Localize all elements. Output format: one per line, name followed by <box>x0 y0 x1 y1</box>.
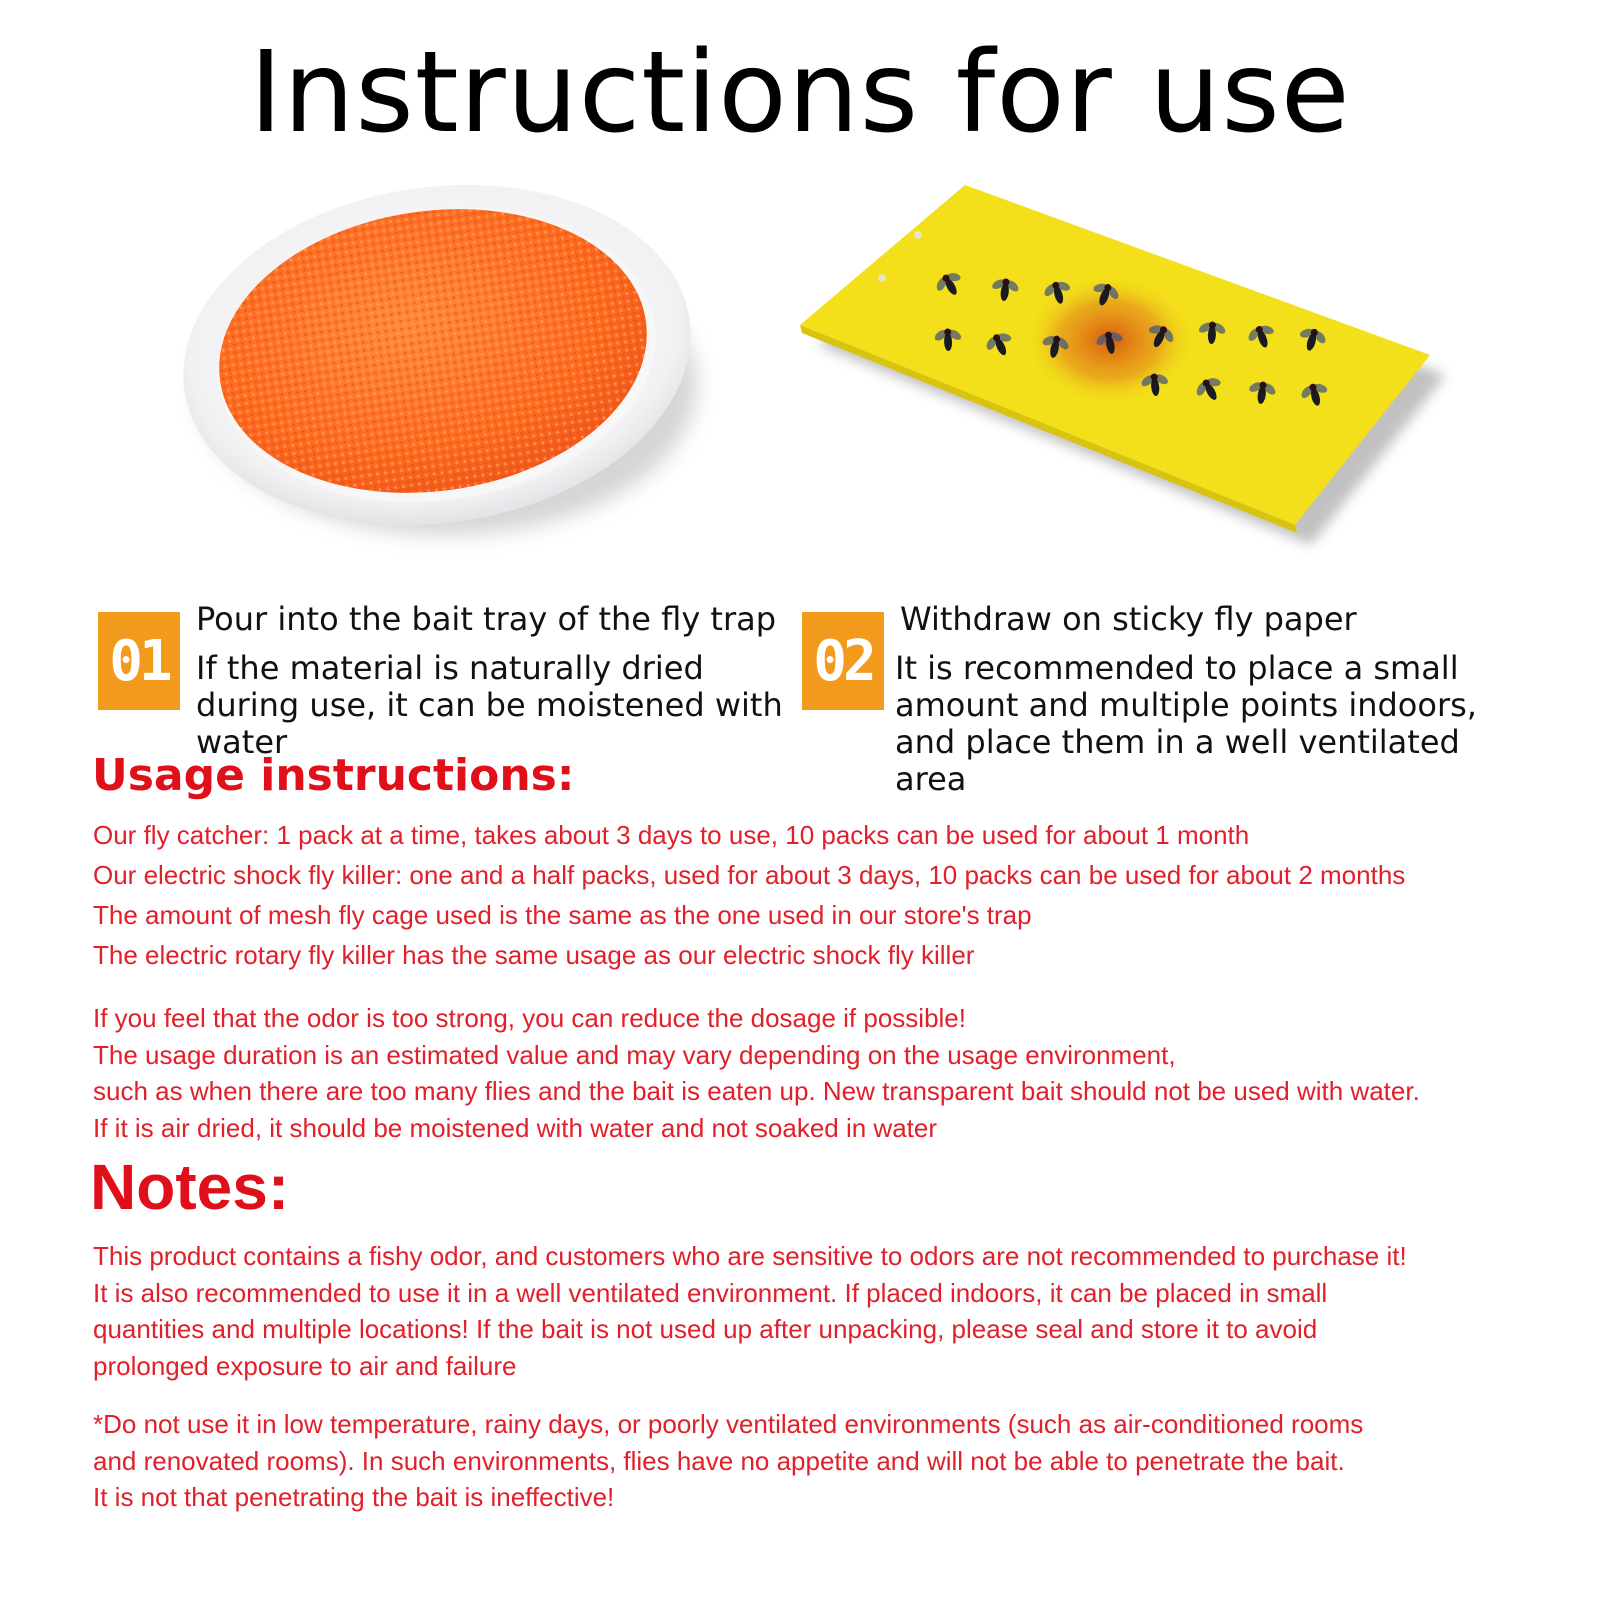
usage-paragraph-line: such as when there are too many flies and the bait is eaten up. New transparent bait should not be used with water. <box>93 1076 1420 1106</box>
notes-line: It is also recommended to use it in a well ventilated environment. If placed indoors, it can be placed in small <box>93 1277 1328 1308</box>
usage-paragraph-line: If you feel that the odor is too strong, you can reduce the dosage if possible! <box>93 1003 966 1033</box>
notes-paragraph-1 <box>93 1238 1573 1384</box>
usage-heading: Usage instructions: <box>92 750 575 801</box>
notes-heading: Notes: <box>90 1151 290 1223</box>
usage-line: The electric rotary fly killer has the same usage as our electric shock fly killer <box>93 940 975 970</box>
notes-line: It is not that penetrating the bait is ineffective! <box>93 1482 615 1512</box>
step-title: Withdraw on sticky fly paper <box>900 600 1357 638</box>
usage-paragraph-line: The usage duration is an estimated value and may vary depending on the usage environment, <box>93 1039 1176 1070</box>
bait-dish-image <box>175 175 715 555</box>
notes-line: quantities and multiple locations! If the bait is not used up after unpacking, please seal and store it to avoid <box>93 1314 1318 1344</box>
step-description: It is recommended to place a small amount and multiple points indoors, and place them in a well ventilated area <box>895 649 1477 798</box>
usage-list <box>93 815 1573 975</box>
notes-line: *Do not use it in low temperature, rainy days, or poorly ventilated environments (such as air-conditioned rooms <box>93 1409 1364 1439</box>
usage-paragraph-line: If it is air dried, it should be moistened with water and not soaked in water <box>93 1112 937 1143</box>
step-number-badge: 02 <box>802 612 884 710</box>
usage-line: The amount of mesh fly cage used is the same as the one used in our store's trap <box>93 900 1032 930</box>
step-title: Pour into the bait tray of the fly trap <box>196 600 777 638</box>
page-title: Instructions for use <box>249 28 1351 158</box>
notes-line: prolonged exposure to air and failure <box>93 1350 517 1381</box>
notes-line: This product contains a fishy odor, and customers who are sensitive to odors are not recommended to purchase it! <box>93 1241 1407 1271</box>
usage-line: Our electric shock fly killer: one and a half packs, used for about 3 days, 10 packs can be used for about 2 months <box>93 860 1406 890</box>
usage-paragraph <box>93 1000 1573 1146</box>
usage-line: Our fly catcher: 1 pack at a time, takes about 3 days to use, 10 packs can be used for about 1 month <box>93 820 1250 850</box>
step-description: If the material is naturally dried during use, it can be moistened with water <box>196 649 783 761</box>
sticky-fly-paper-image <box>800 175 1470 565</box>
notes-line: and renovated rooms). In such environments, flies have no appetite and will not be able to penetrate the bait. <box>93 1445 1345 1476</box>
notes-paragraph-2 <box>93 1406 1573 1516</box>
step-number-badge: 01 <box>98 612 180 710</box>
